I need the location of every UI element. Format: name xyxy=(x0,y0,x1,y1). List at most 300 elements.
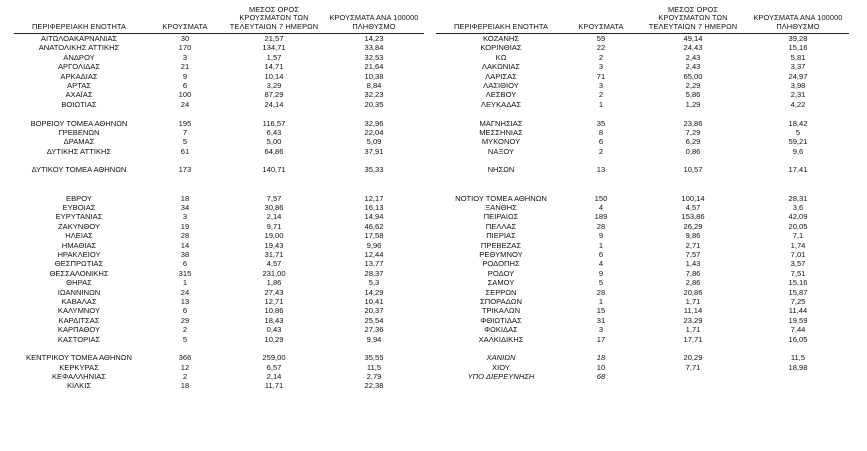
cell-region: ΑΙΤΩΛΟΑΚΑΡΝΑΝΙΑΣ xyxy=(40,34,118,43)
cell-per100k: 10,41 xyxy=(364,296,384,306)
cell-region: ΚΟΖΑΝΗΣ xyxy=(482,34,520,43)
table-row xyxy=(430,43,867,52)
cell-region: ΚΙΛΚΙΣ xyxy=(66,381,92,391)
table-row xyxy=(430,288,867,297)
cell-per100k: 2,79 xyxy=(366,372,382,382)
cell-region: ΘΕΣΠΡΩΤΙΑΣ xyxy=(54,259,104,269)
table-row xyxy=(430,165,867,174)
cell-per100k: 5,3 xyxy=(368,278,380,288)
cell-per100k: 1,74 xyxy=(790,240,806,250)
header-avg7: ΜΕΣΟΣ ΟΡΟΣ ΚΡΟΥΣΜΑΤΩΝ ΤΩΝ ΤΕΛΕΥΤΑΙΩΝ 7 ΗΜΕΡΩΝ xyxy=(229,4,319,31)
cell-region: ΑΧΑΪΑΣ xyxy=(65,90,93,100)
table-row xyxy=(0,72,430,81)
cell-per100k: 5 xyxy=(795,127,801,137)
cell-region: ΚΕΡΚΥΡΑΣ xyxy=(59,362,99,372)
cell-avg7: 7,86 xyxy=(685,268,701,278)
cell-per100k: 11,5 xyxy=(366,362,382,372)
cell-region: ΧΑΝΙΩΝ xyxy=(486,353,516,363)
table-row xyxy=(430,212,867,221)
cell-cases: 195 xyxy=(178,118,192,128)
table-row xyxy=(430,53,867,62)
table-row xyxy=(0,62,430,71)
cell-per100k: 10,38 xyxy=(364,71,384,81)
table-row xyxy=(430,335,867,344)
cell-avg7: 3,29 xyxy=(266,80,282,90)
cell-cases: 6 xyxy=(598,249,604,259)
cell-per100k: 17,41 xyxy=(788,165,808,175)
cell-cases: 34 xyxy=(180,203,190,213)
cell-cases: 1 xyxy=(598,99,604,109)
cell-avg7: 30,86 xyxy=(264,203,284,213)
table-row xyxy=(0,316,430,325)
cell-per100k: 28,31 xyxy=(788,193,808,203)
table-row xyxy=(430,353,867,362)
cell-per100k: 22,04 xyxy=(364,127,384,137)
table-row xyxy=(0,212,430,221)
cell-per100k: 15,87 xyxy=(788,287,808,297)
cell-region: ΚΑΣΤΟΡΙΑΣ xyxy=(57,334,101,344)
cell-per100k: 2,31 xyxy=(790,90,806,100)
cell-per100k: 7,1 xyxy=(792,231,804,241)
cell-avg7: 12,71 xyxy=(264,296,284,306)
cell-region: ΗΛΕΙΑΣ xyxy=(65,231,93,241)
cell-per100k: 3,37 xyxy=(790,62,806,72)
cell-avg7: 2,71 xyxy=(685,240,701,250)
right-table-header xyxy=(430,0,867,34)
cell-region: ΚΕΝΤΡΙΚΟΥ ΤΟΜΕΑ ΑΘΗΝΩΝ xyxy=(26,353,132,363)
cell-avg7: 140,71 xyxy=(262,165,286,175)
cell-cases: 24 xyxy=(180,99,190,109)
cell-region: ΥΠΟ ΔΙΕΡΕΥΝΗΣΗ xyxy=(467,372,535,382)
cell-avg7: 7,29 xyxy=(685,127,701,137)
cell-avg7: 11,71 xyxy=(264,381,284,391)
cell-per100k: 20,05 xyxy=(788,221,808,231)
cell-region: ΝΑΞΟΥ xyxy=(487,146,515,156)
cell-region: ΕΒΡΟΥ xyxy=(66,193,92,203)
cell-region: ΛΑΡΙΣΑΣ xyxy=(485,71,517,81)
cell-per100k: 15,16 xyxy=(788,43,808,53)
cell-region: ΚΑΡΠΑΘΟΥ xyxy=(57,325,101,335)
spacer-row xyxy=(430,109,867,118)
table-row xyxy=(430,269,867,278)
cell-avg7: 2,86 xyxy=(685,278,701,288)
cell-cases: 22 xyxy=(596,43,606,53)
cell-region: ΞΑΝΘΗΣ xyxy=(485,203,517,213)
cell-cases: 2 xyxy=(598,146,604,156)
cell-per100k: 5,81 xyxy=(790,52,806,62)
table-row xyxy=(430,147,867,156)
cell-cases: 3 xyxy=(182,52,188,62)
table-row xyxy=(0,119,430,128)
cell-avg7: 49,14 xyxy=(683,34,703,43)
cell-cases: 17 xyxy=(596,334,606,344)
cell-per100k: 39,28 xyxy=(788,34,808,43)
table-row xyxy=(430,62,867,71)
cell-region: ΔΥΤΙΚΟΥ ΤΟΜΕΑ ΑΘΗΝΩΝ xyxy=(31,165,127,175)
cell-cases: 170 xyxy=(178,43,192,53)
cell-avg7: 65,00 xyxy=(683,71,703,81)
cell-cases: 59 xyxy=(596,34,606,43)
table-row xyxy=(0,259,430,268)
cell-avg7: 1,29 xyxy=(685,99,701,109)
cell-region: ΑΝΔΡΟΥ xyxy=(63,52,95,62)
cell-avg7: 116,57 xyxy=(262,118,286,128)
cell-avg7: 2,14 xyxy=(266,212,282,222)
cell-region: ΕΥΡΥΤΑΝΙΑΣ xyxy=(55,212,103,222)
cell-region: ΡΕΘΥΜΝΟΥ xyxy=(479,249,523,259)
table-row xyxy=(430,278,867,287)
cell-cases: 15 xyxy=(596,306,606,316)
cell-avg7: 6,43 xyxy=(266,127,282,137)
table-row xyxy=(0,203,430,212)
cell-per100k: 14,23 xyxy=(364,34,384,43)
cell-avg7: 10,57 xyxy=(683,165,703,175)
cell-cases: 6 xyxy=(182,259,188,269)
table-row xyxy=(0,81,430,90)
cell-cases: 3 xyxy=(598,325,604,335)
table-row xyxy=(430,128,867,137)
cell-cases: 4 xyxy=(598,203,604,213)
cell-avg7: 18,43 xyxy=(264,315,284,325)
cell-cases: 6 xyxy=(598,137,604,147)
cell-region: ΚΕΦΑΛΛΗΝΙΑΣ xyxy=(51,372,107,382)
cell-cases: 18 xyxy=(596,353,606,363)
cell-per100k: 7,44 xyxy=(790,325,806,335)
table-row xyxy=(0,165,430,174)
cell-region: ΗΡΑΚΛΕΙΟΥ xyxy=(57,249,101,259)
cell-per100k: 13,77 xyxy=(364,259,384,269)
cell-per100k: 5,09 xyxy=(366,137,382,147)
cell-per100k: 18,42 xyxy=(788,118,808,128)
cell-cases: 18 xyxy=(180,193,190,203)
cell-per100k: 27,36 xyxy=(364,325,384,335)
cell-per100k: 9,96 xyxy=(366,240,382,250)
cell-cases: 1 xyxy=(598,240,604,250)
cell-cases: 9 xyxy=(182,71,188,81)
table-row xyxy=(430,137,867,146)
spacer-row xyxy=(0,109,430,118)
left-table-header xyxy=(0,0,430,34)
cell-cases: 4 xyxy=(598,259,604,269)
cell-per100k: 15,16 xyxy=(788,278,808,288)
spacer-row xyxy=(430,344,867,353)
spacer-row xyxy=(430,381,867,390)
spacer-row xyxy=(0,156,430,165)
table-row xyxy=(430,250,867,259)
table-row xyxy=(0,353,430,362)
cell-cases: 68 xyxy=(596,372,606,382)
cell-avg7: 1,57 xyxy=(266,52,282,62)
cell-per100k: 4,22 xyxy=(790,99,806,109)
cell-per100k: 18,98 xyxy=(788,362,808,372)
table-row xyxy=(0,363,430,372)
cell-region: ΠΙΕΡΙΑΣ xyxy=(486,231,516,241)
header-per100k: ΚΡΟΥΣΜΑΤΑ ΑΝΑ 100000 ΠΛΗΘΥΣΜΟ xyxy=(753,13,843,31)
cell-region: ΗΜΑΘΙΑΣ xyxy=(61,240,97,250)
cell-cases: 3 xyxy=(182,212,188,222)
cell-cases: 189 xyxy=(594,212,608,222)
cell-per100k: 33,84 xyxy=(364,43,384,53)
cell-region: ΔΡΑΜΑΣ xyxy=(63,137,95,147)
cell-per100k: 32,53 xyxy=(364,52,384,62)
header-region: ΠΕΡΙΦΕΡΕΙΑΚΗ ΕΝΟΤΗΤΑ xyxy=(454,21,548,31)
cell-per100k: 24,97 xyxy=(788,71,808,81)
cell-avg7: 20,86 xyxy=(683,287,703,297)
table-row xyxy=(0,306,430,315)
cell-avg7: 64,86 xyxy=(264,146,284,156)
cell-avg7: 1,43 xyxy=(685,259,701,269)
cell-region: ΜΥΚΟΝΟΥ xyxy=(481,137,521,147)
cell-per100k: 11,44 xyxy=(788,306,808,316)
cell-cases: 35 xyxy=(596,118,606,128)
cell-region: ΚΟΡΙΝΘΙΑΣ xyxy=(480,43,522,53)
cell-cases: 5 xyxy=(598,278,604,288)
table-row xyxy=(0,297,430,306)
cell-region: ΓΡΕΒΕΝΩΝ xyxy=(58,127,100,137)
cell-cases: 5 xyxy=(182,137,188,147)
cell-region: ΔΥΤΙΚΗΣ ΑΤΤΙΚΗΣ xyxy=(46,146,112,156)
cell-per100k: 37,91 xyxy=(364,146,384,156)
right-table xyxy=(430,0,867,391)
cell-region: ΘΗΡΑΣ xyxy=(66,278,92,288)
table-row xyxy=(0,100,430,109)
spacer-row xyxy=(0,344,430,353)
table-row xyxy=(0,325,430,334)
cell-region: ΚΑΒΑΛΑΣ xyxy=(61,296,97,306)
cell-per100k: 7,25 xyxy=(790,296,806,306)
cell-region: ΝΟΤΙΟΥ ΤΟΜΕΑ ΑΘΗΝΩΝ xyxy=(455,193,547,203)
cell-per100k: 3,98 xyxy=(790,80,806,90)
cell-cases: 2 xyxy=(598,90,604,100)
table-row xyxy=(0,43,430,52)
header-per100k: ΚΡΟΥΣΜΑΤΑ ΑΝΑ 100000 ΠΛΗΘΥΣΜΟ xyxy=(329,13,419,31)
cell-avg7: 2,43 xyxy=(685,52,701,62)
cell-cases: 9 xyxy=(598,268,604,278)
table-row xyxy=(430,316,867,325)
cell-region: ΒΟΙΩΤΙΑΣ xyxy=(61,99,97,109)
cell-avg7: 6,29 xyxy=(685,137,701,147)
cell-cases: 315 xyxy=(178,268,192,278)
cell-avg7: 87,29 xyxy=(264,90,284,100)
cell-region: ΦΩΚΙΔΑΣ xyxy=(484,325,518,335)
cell-avg7: 21,57 xyxy=(264,34,284,43)
cell-per100k: 22,38 xyxy=(364,381,384,391)
cell-region: ΣΑΜΟΥ xyxy=(487,278,515,288)
cell-cases: 7 xyxy=(182,127,188,137)
cell-region: ΛΕΥΚΑΔΑΣ xyxy=(480,99,522,109)
cell-cases: 28 xyxy=(596,221,606,231)
spacer-row xyxy=(430,175,867,184)
table-row xyxy=(430,241,867,250)
cell-cases: 10 xyxy=(596,362,606,372)
cell-cases: 30 xyxy=(180,34,190,43)
header-cases: ΚΡΟΥΣΜΑΤΑ xyxy=(162,21,208,31)
cell-per100k: 14,29 xyxy=(364,287,384,297)
table-row xyxy=(430,72,867,81)
table-row xyxy=(430,306,867,315)
cell-avg7: 0,86 xyxy=(685,146,701,156)
cell-avg7: 19,00 xyxy=(264,231,284,241)
table-row xyxy=(430,297,867,306)
cell-cases: 173 xyxy=(178,165,192,175)
cell-avg7: 10,29 xyxy=(264,334,284,344)
table-row xyxy=(0,269,430,278)
cell-avg7: 5,00 xyxy=(266,137,282,147)
cell-cases: 21 xyxy=(180,62,190,72)
table-row xyxy=(0,147,430,156)
cell-cases: 13 xyxy=(596,165,606,175)
cell-per100k: 7,01 xyxy=(790,249,806,259)
cell-region: ΘΕΣΣΑΛΟΝΙΚΗΣ xyxy=(49,268,109,278)
spacer-row xyxy=(0,175,430,184)
cell-region: ΤΡΙΚΑΛΩΝ xyxy=(481,306,521,316)
cell-cases: 2 xyxy=(598,52,604,62)
cell-avg7: 26,29 xyxy=(683,221,703,231)
cell-per100k: 16,05 xyxy=(788,334,808,344)
cell-avg7: 10,14 xyxy=(264,71,284,81)
cell-avg7: 24,14 xyxy=(264,99,284,109)
cell-cases: 5 xyxy=(182,334,188,344)
cell-cases: 38 xyxy=(180,249,190,259)
cell-cases: 1 xyxy=(182,278,188,288)
cell-per100k: 9,94 xyxy=(366,334,382,344)
cell-per100k: 11,5 xyxy=(790,353,806,363)
table-row xyxy=(0,53,430,62)
cell-avg7: 23,86 xyxy=(683,118,703,128)
cell-cases: 12 xyxy=(180,362,190,372)
cell-avg7: 17,71 xyxy=(683,334,703,344)
cell-avg7: 231,00 xyxy=(262,268,286,278)
table-row xyxy=(0,222,430,231)
cell-cases: 28 xyxy=(180,231,190,241)
cell-region: ΜΕΣΣΗΝΙΑΣ xyxy=(479,127,523,137)
cell-cases: 28 xyxy=(596,287,606,297)
cell-cases: 3 xyxy=(598,80,604,90)
cell-avg7: 7,57 xyxy=(685,249,701,259)
cell-region: ΠΕΙΡΑΙΩΣ xyxy=(483,212,519,222)
table-row xyxy=(430,259,867,268)
cell-region: ΠΡΕΒΕΖΑΣ xyxy=(480,240,522,250)
cell-per100k: 20,37 xyxy=(364,306,384,316)
cell-avg7: 7,71 xyxy=(685,362,701,372)
cell-region: ΒΟΡΕΙΟΥ ΤΟΜΕΑ ΑΘΗΝΩΝ xyxy=(30,118,128,128)
cell-per100k: 16,13 xyxy=(364,203,384,213)
cell-region: ΦΘΙΩΤΙΔΑΣ xyxy=(480,315,522,325)
cell-avg7: 19,43 xyxy=(264,240,284,250)
cell-per100k: 9,6 xyxy=(792,146,804,156)
cell-avg7: 1,86 xyxy=(266,278,282,288)
cell-avg7: 2,29 xyxy=(685,80,701,90)
table-row xyxy=(0,137,430,146)
cell-region: ΡΟΔΟΠΗΣ xyxy=(482,259,520,269)
cell-region: ΧΙΟΥ xyxy=(492,362,510,372)
table-row xyxy=(430,222,867,231)
spacer-row xyxy=(0,184,430,193)
table-row xyxy=(0,128,430,137)
cell-avg7: 4,57 xyxy=(266,259,282,269)
cell-per100k: 8,84 xyxy=(366,80,382,90)
cell-cases: 24 xyxy=(180,287,190,297)
table-row xyxy=(430,81,867,90)
cell-per100k: 32,96 xyxy=(364,118,384,128)
cell-region: ΑΡΓΟΛΙΔΑΣ xyxy=(57,62,101,72)
cell-cases: 9 xyxy=(598,231,604,241)
cell-region: ΕΥΒΟΙΑΣ xyxy=(62,203,96,213)
cell-cases: 150 xyxy=(594,193,608,203)
cell-cases: 1 xyxy=(598,296,604,306)
table-row xyxy=(0,194,430,203)
cell-cases: 6 xyxy=(182,306,188,316)
cell-per100k: 12,44 xyxy=(364,249,384,259)
cell-region: ΛΑΣΙΘΙΟΥ xyxy=(483,80,519,90)
cell-avg7: 2,14 xyxy=(266,372,282,382)
table-row xyxy=(0,372,430,381)
cell-per100k: 19,59 xyxy=(788,315,808,325)
cell-region: ΛΑΚΩΝΙΑΣ xyxy=(481,62,521,72)
cell-region: ΣΕΡΡΩΝ xyxy=(485,287,517,297)
cell-cases: 29 xyxy=(180,315,190,325)
cell-per100k: 14,94 xyxy=(364,212,384,222)
cell-region: ΚΑΛΥΜΝΟΥ xyxy=(57,306,101,316)
cell-avg7: 6,57 xyxy=(266,362,282,372)
cell-region: ΣΠΟΡΑΔΩΝ xyxy=(480,296,522,306)
header-avg7: ΜΕΣΟΣ ΟΡΟΣ ΚΡΟΥΣΜΑΤΩΝ ΤΩΝ ΤΕΛΕΥΤΑΙΩΝ 7 ΗΜΕΡΩΝ xyxy=(648,4,738,31)
table-row xyxy=(0,241,430,250)
cell-per100k: 7,51 xyxy=(790,268,806,278)
cell-avg7: 100,14 xyxy=(681,193,705,203)
cell-avg7: 27,43 xyxy=(264,287,284,297)
cell-per100k: 20,35 xyxy=(364,99,384,109)
cell-region: ΛΕΣΒΟΥ xyxy=(485,90,517,100)
cell-avg7: 9,86 xyxy=(685,231,701,241)
cell-avg7: 31,71 xyxy=(264,249,284,259)
cell-avg7: 259,00 xyxy=(262,353,286,363)
cell-cases: 100 xyxy=(178,90,192,100)
cell-region: ΚΑΡΔΙΤΣΑΣ xyxy=(58,315,100,325)
table-row xyxy=(0,90,430,99)
cell-region: ΠΕΛΛΑΣ xyxy=(485,221,517,231)
cell-region: ΚΩ xyxy=(495,52,507,62)
cell-region: ΙΩΑΝΝΙΝΩΝ xyxy=(57,287,101,297)
cell-avg7: 10,86 xyxy=(264,306,284,316)
cell-avg7: 20,29 xyxy=(683,353,703,363)
table-row xyxy=(0,231,430,240)
table-row xyxy=(430,363,867,372)
cell-cases: 366 xyxy=(178,353,192,363)
table-row xyxy=(430,34,867,43)
table-row xyxy=(430,194,867,203)
table-row xyxy=(0,250,430,259)
table-row xyxy=(430,325,867,334)
cell-region: ΖΑΚΥΝΘΟΥ xyxy=(58,221,100,231)
cell-avg7: 11,14 xyxy=(683,306,703,316)
cell-avg7: 0,43 xyxy=(266,325,282,335)
table-row xyxy=(0,288,430,297)
cell-avg7: 134,71 xyxy=(262,43,286,53)
cell-cases: 3 xyxy=(598,62,604,72)
cell-cases: 61 xyxy=(180,146,190,156)
cell-region: ΑΝΑΤΟΛΙΚΗΣ ΑΤΤΙΚΗΣ xyxy=(38,43,120,53)
cell-avg7: 4,57 xyxy=(685,203,701,213)
cell-region: ΡΟΔΟΥ xyxy=(487,268,515,278)
cell-per100k: 35,55 xyxy=(364,353,384,363)
cell-cases: 71 xyxy=(596,71,606,81)
cell-avg7: 2,43 xyxy=(685,62,701,72)
cell-per100k: 3,57 xyxy=(790,259,806,269)
table-row xyxy=(430,231,867,240)
header-region: ΠΕΡΙΦΕΡΕΙΑΚΗ ΕΝΟΤΗΤΑ xyxy=(32,21,126,31)
cell-avg7: 1,71 xyxy=(685,325,701,335)
